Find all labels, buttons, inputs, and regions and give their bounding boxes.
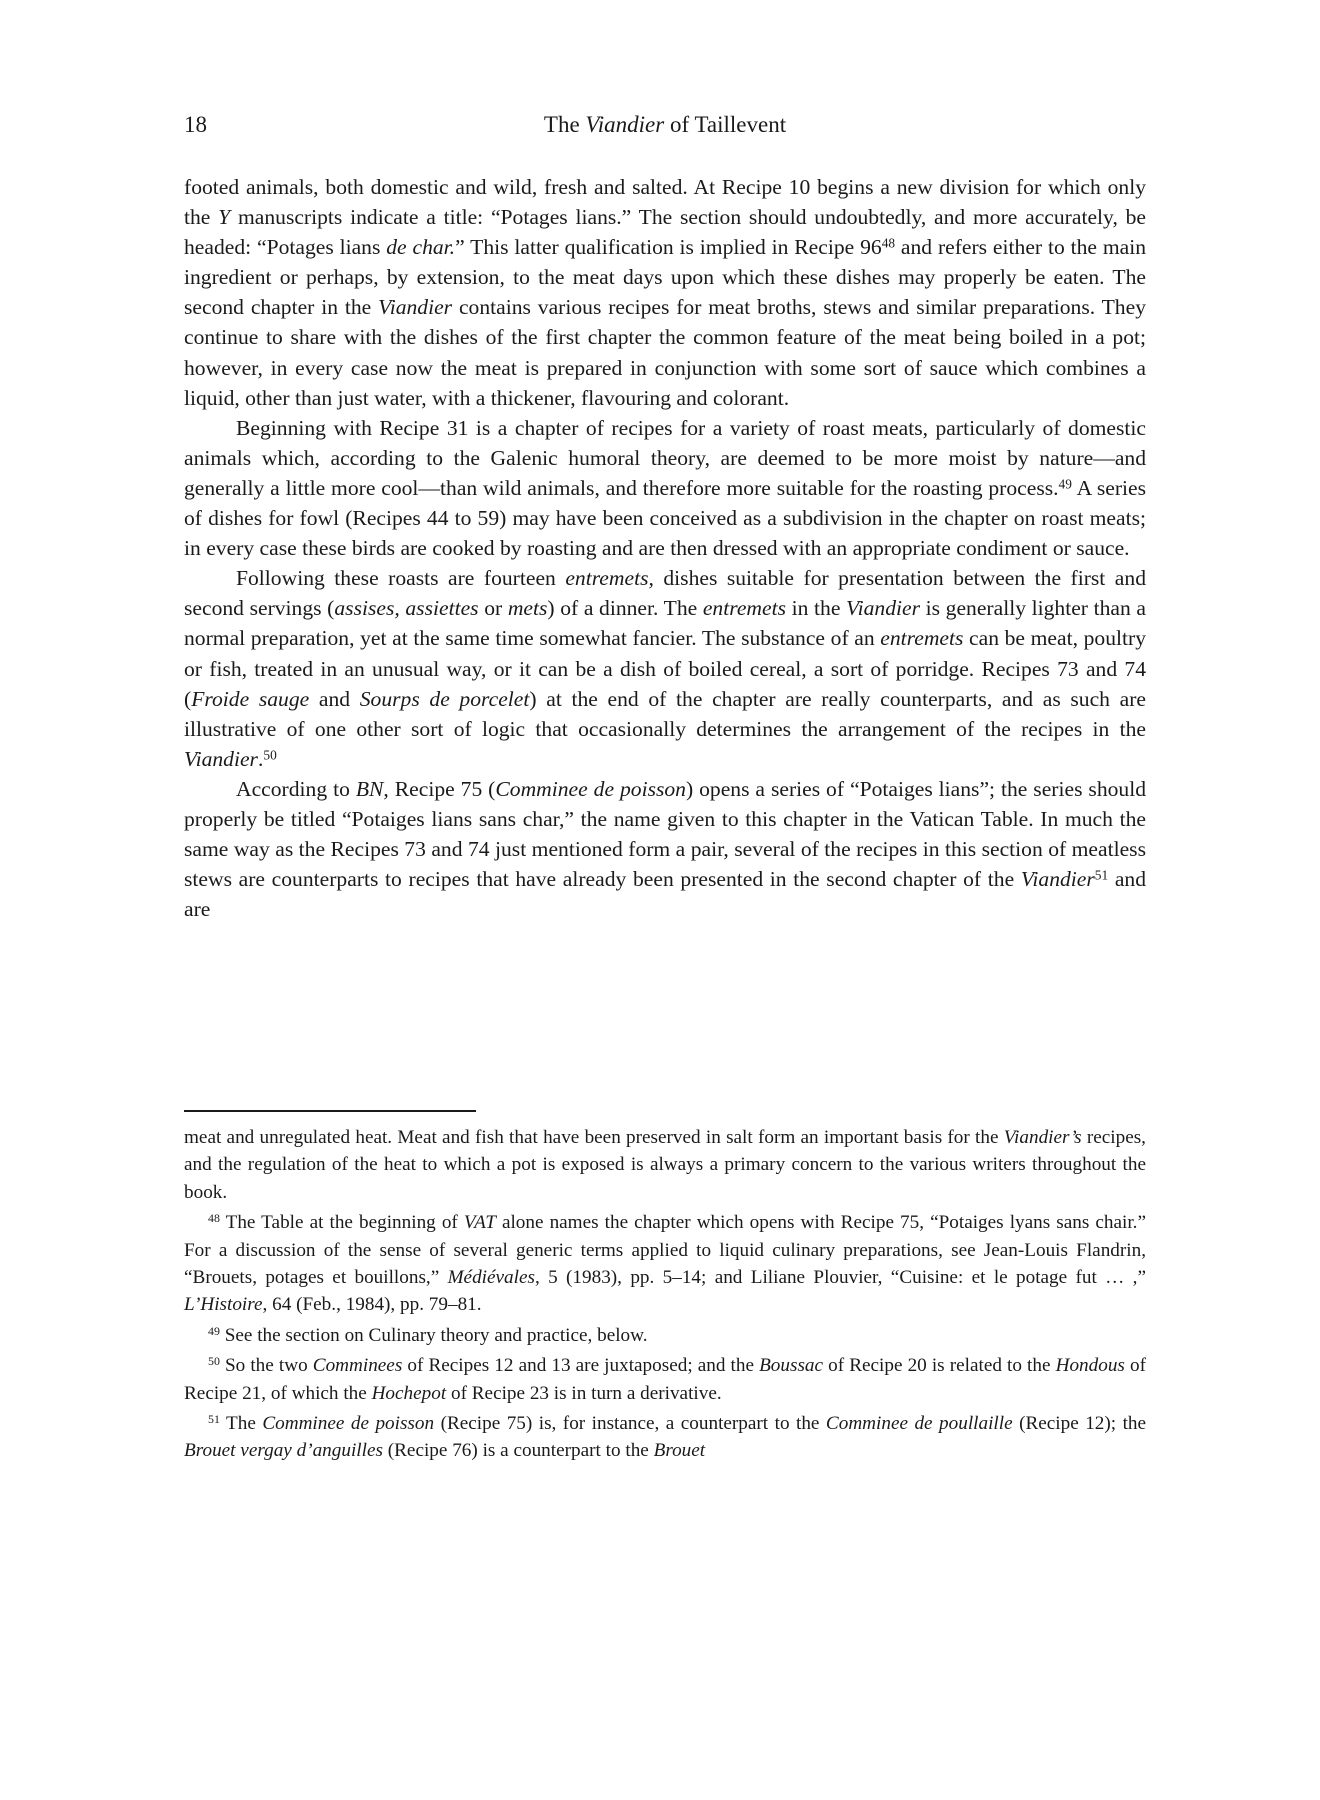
footnote-ref-48: 48	[881, 235, 896, 251]
running-header	[184, 112, 1146, 142]
footnote-51: $^{51}$ The Comminee de poisson (Recipe 75) is, for instance, a counterpart to the Comminee de poullaille (Recipe 12); the Brouet vergay d’anguilles (Recipe 76) is a counterpart to the Brouet	[184, 1412, 1147, 1462]
footnote-rule	[184, 1110, 476, 1112]
footnote-ref-50: 50	[263, 747, 277, 763]
footnote-50: $^{50}$ So the two Comminees of Recipes 12 and 13 are juxtaposed; and the Boussac of Recipe 20 is related to the Hondous of Recipe 21, of which the Hochepot of Recipe 23 is in turn a derivative.	[184, 1354, 1146, 1404]
paragraph-1: footed animals, both domestic and wild, fresh and salted. At Recipe 10 begins a new division for which only the Y manuscripts indicate a title: “Potages lians.” The section should undoubtedly, and more accurately, be headed: “Potages lians de char.” This latter qualification is implied in Recipe $96^{48}$ and refers either to the main ingredient or perhaps, by extension, to the meat days upon which these dishes may properly be eaten. The second chapter in the Viandier contains various recipes for meat broths, stews and similar preparations. They continue to share with the dishes of the first chapter the common feature of the meat being boiled in a pot; however, in every case now the meat is prepared in conjunction with some sort of sauce which combines a liquid, other than just water, with a thickener, flavouring and colorant.	[184, 175, 1146, 410]
paragraph-2: Beginning with Recipe 31 is a chapter of recipes for a variety of roast meats, particularly of domestic animals which, according to the Galenic humoral theory, are deemed to be more moist by nature—and generally a little more cool—than wild animals, and therefore more suitable for the roasting process.$^{49}$ A series of dishes for fowl (Recipes 44 to 59) may have been conceived as a subdivision in the chapter on roast meats; in every case these birds are cooked by roasting and are then dressed with an appropriate condiment or sauce.	[184, 415, 1146, 561]
footnote-ref-51: 51	[1094, 867, 1109, 883]
footnotes	[184, 1124, 1146, 1468]
main-text	[184, 172, 1146, 924]
footnote-continued: meat and unregulated heat. Meat and fish that have been preserved in salt form an important basis for the Viandier’s recipes, and the regulation of the heat to which a pot is exposed is always a primary concern to the various writers throughout the book.	[184, 1127, 1146, 1203]
footnote-48: $^{48}$ The Table at the beginning of VAT alone names the chapter which opens with Recipe 75, “Potaiges lyans sans chair.” For a discussion of the sense of several generic terms applied to liquid culinary preparations, see Jean-Louis Flandrin, “Brouets, potages et bouillons,” Médiévales, 5 (1983), pp. 5–14; and Liliane Plouvier, “Cuisine: et le potage fut … ,” L’Histoire, 64 (Feb., 1984), pp. 79–81.	[184, 1211, 1146, 1316]
footnote-ref-49: 49	[1058, 476, 1072, 492]
page-number: 18	[184, 112, 207, 137]
paragraph-3: Following these roasts are fourteen entremets, dishes suitable for presentation between the first and second servings (assises, assiettes or mets) of a dinner. The entremets in the Viandier is generally lighter than a normal preparation, yet at the same time somewhat fancier. The substance of an entremets can be meat, poultry or fish, treated in an unusual way, or it can be a dish of boiled cereal, a sort of porridge. Recipes 73 and 74 (Froide sauge and Sourps de porcelet) at the end of the chapter are really counterparts, and as such are illustrative of one other sort of logic that occasionally determines the arrangement of the recipes in the Viandier.$^{50}$	[184, 566, 1146, 771]
running-title: The Viandier of Taillevent	[543, 112, 787, 137]
paragraph-4: According to BN, Recipe 75 (Comminee de poisson) opens a series of “Potaiges lians”; the series should properly be titled “Potaiges lians sans char,” the name given to this chapter in the Vatican Table. In much the same way as the Recipes 73 and 74 just mentioned form a pair, several of the recipes in this section of meatless stews are counterparts to recipes that have already been presented in the second chapter of the Viandier$^{51}$ and are	[184, 776, 1147, 922]
footnote-49: $^{49}$ See the section on Culinary theory and practice, below.	[208, 1323, 648, 1346]
